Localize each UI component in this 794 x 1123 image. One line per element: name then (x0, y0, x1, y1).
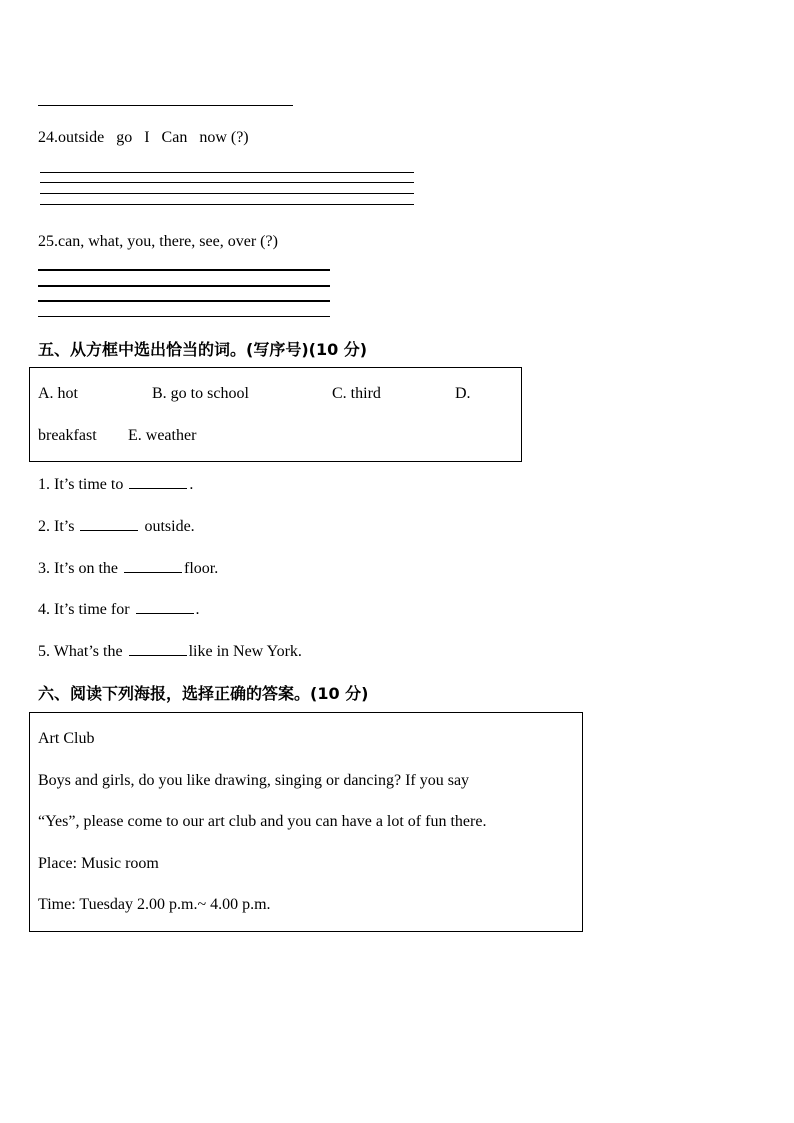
answer-line (38, 316, 330, 317)
section-5-title: 五、从方框中选出恰当的词。(写序号)(10 分) (38, 340, 368, 359)
answer-line (38, 300, 330, 302)
answer-line (40, 172, 414, 173)
answer-blank[interactable] (124, 558, 182, 573)
answer-blank[interactable] (129, 641, 187, 656)
section-6-title: 六、阅读下列海报，选择正确的答案。(10 分) (38, 684, 369, 703)
fill-blank-question-5 (38, 641, 302, 661)
answer-line (40, 182, 414, 183)
question-24 (38, 129, 249, 147)
word-option-e: E. weather (128, 427, 197, 444)
question-text-after: . (195, 601, 200, 618)
question-text: 4. It’s time for (38, 601, 134, 618)
question-text: 5. What’s the (38, 643, 127, 660)
fill-blank-question-4 (38, 599, 200, 619)
answer-line (40, 204, 414, 205)
question-text: 2. It’s (38, 518, 79, 535)
answer-line (38, 269, 330, 271)
word-bank-box (29, 367, 522, 462)
question-text-after: . (189, 476, 194, 493)
question-24-prompt: outside go I Can now (?) (58, 129, 249, 146)
fill-blank-question-1 (38, 474, 193, 494)
answer-line-prev (38, 105, 293, 106)
poster-box (29, 712, 583, 932)
question-text-after: like in New York. (188, 643, 302, 660)
question-25-number: 25. (38, 233, 58, 250)
word-option-a: A. hot (38, 385, 78, 402)
poster-heading: Art Club (38, 730, 95, 747)
fill-blank-question-3 (38, 558, 218, 578)
answer-line (38, 285, 330, 287)
answer-blank[interactable] (129, 474, 187, 489)
answer-blank[interactable] (80, 516, 138, 531)
word-option-d-word: breakfast (38, 427, 97, 444)
question-text: 1. It’s time to (38, 476, 128, 493)
answer-blank[interactable] (136, 599, 194, 614)
poster-line-2: “Yes”, please come to our art club and you can have a lot of fun there. (38, 813, 487, 830)
question-25 (38, 233, 278, 251)
poster-place: Place: Music room (38, 855, 159, 872)
word-option-c: C. third (332, 385, 381, 402)
word-option-d-prefix: D. (455, 385, 471, 402)
question-24-number: 24. (38, 129, 58, 146)
question-text-after: outside. (140, 518, 195, 535)
poster-time: Time: Tuesday 2.00 p.m.~ 4.00 p.m. (38, 896, 271, 913)
poster-line-1: Boys and girls, do you like drawing, singing or dancing? If you say (38, 772, 470, 789)
word-option-b: B. go to school (152, 385, 249, 402)
question-text: 3. It’s on the (38, 560, 122, 577)
fill-blank-question-2 (38, 516, 195, 536)
answer-line (40, 193, 414, 194)
question-text-after: floor. (184, 560, 219, 577)
question-25-prompt: can, what, you, there, see, over (?) (58, 233, 278, 250)
